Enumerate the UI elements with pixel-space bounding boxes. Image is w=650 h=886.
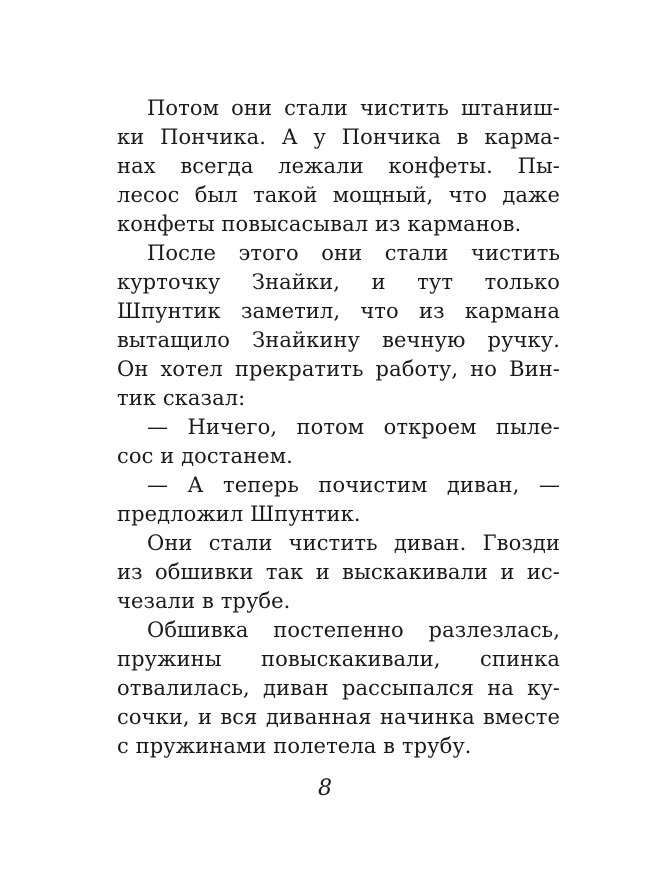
book-page-text (117, 94, 560, 761)
text-line: с пружинами полетела в трубу. (117, 734, 472, 758)
text-line: — Ничего, потом откроем пыле- (147, 415, 560, 439)
text-line: чезали в трубе. (117, 589, 291, 613)
text-line: ки Пончика. А у Пончика в карма- (117, 125, 560, 149)
page-number: 8 (318, 776, 332, 801)
text-line: Обшивка постепенно разлезлась, (147, 618, 560, 642)
text-line: нах всегда лежали конфеты. Пы- (117, 154, 560, 178)
text-line: пружины повыскакивали, спинка (117, 647, 560, 671)
text-line: Потом они стали чистить штаниш- (147, 96, 560, 120)
text-line: сочки, и вся диванная начинка вместе (117, 705, 560, 729)
text-line: предложил Шпунтик. (117, 502, 361, 526)
text-line: лесос был такой мощный, что даже (117, 183, 560, 207)
text-line: Он хотел прекратить работу, но Вин- (117, 357, 560, 381)
text-line: Они стали чистить диван. Гвозди (147, 531, 560, 555)
text-line: вытащило Знайкину вечную ручку. (117, 328, 560, 352)
text-line: курточку Знайки, и тут только (117, 270, 560, 294)
text-line: тик сказал: (117, 386, 246, 410)
text-line: — А теперь почистим диван, — (147, 473, 560, 497)
text-line: Шпунтик заметил, что из кармана (117, 299, 560, 323)
text-line: После этого они стали чистить (147, 241, 560, 265)
text-line: конфеты повысасывал из карманов. (117, 212, 522, 236)
text-line: сос и достанем. (117, 444, 293, 468)
text-line: из обшивки так и выскакивали и ис- (117, 560, 560, 584)
text-line: отвалилась, диван рассыпался на ку- (117, 676, 560, 700)
